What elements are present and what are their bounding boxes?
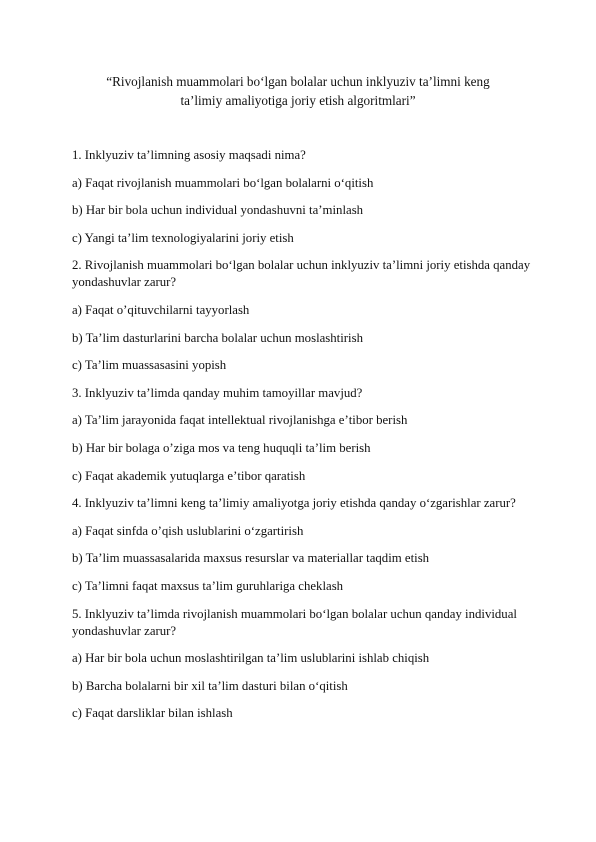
answer-3a: a) Taʼlim jarayonida faqat intellektual rivojlanishga eʼtibor berish [72, 413, 408, 428]
answer-2c: c) Taʼlim muassasasini yopish [72, 358, 227, 373]
answer-4a: a) Faqat sinfda oʼqish uslublarini oʻzgartirish [72, 523, 304, 538]
answer-5a: a) Har bir bola uchun moslashtirilgan taʼlim uslublarini ishlab chiqish [72, 651, 430, 666]
answer-4b: b) Taʼlim muassasalarida maxsus resurslar va materiallar taqdim etish [72, 551, 430, 566]
question-3: 3. Inklyuziv taʼlimda qanday muhim tamoyillar mavjud? [72, 385, 363, 400]
question-2: 2. Rivojlanish muammolari boʻlgan bolalar uchun inklyuziv taʼlimni joriy etishda qanday yondashuvlar zarur? [72, 258, 531, 290]
answer-5b: b) Barcha bolalarni bir xil taʼlim dasturi bilan oʻqitish [72, 678, 348, 693]
title-line-2: taʼlimiy amaliyotiga joriy etish algoritmlari” [180, 93, 416, 108]
answer-3b: b) Har bir bolaga oʼziga mos va teng huquqli taʼlim berish [72, 440, 371, 455]
document-title [70, 72, 526, 110]
question-1: 1. Inklyuziv taʼlimning asosiy maqsadi nima? [72, 148, 306, 162]
answer-1b: b) Har bir bola uchun individual yondashuvni taʼminlash [72, 203, 364, 218]
answer-2b: b) Taʼlim dasturlarini barcha bolalar uchun moslashtirish [72, 330, 363, 345]
answer-1c: c) Yangi taʼlim texnologiyalarini joriy etish [72, 230, 294, 245]
answer-3c: c) Faqat akademik yutuqlarga eʼtibor qaratish [72, 468, 306, 483]
title-line-1: “Rivojlanish muammolari boʻlgan bolalar uchun inklyuziv taʼlimni keng [106, 74, 490, 89]
question-4: 4. Inklyuziv taʼlimni keng taʼlimiy amaliyotga joriy etishda qanday oʻzgarishlar zarur? [72, 496, 516, 511]
answer-2a: a) Faqat oʼqituvchilarni tayyorlash [72, 302, 250, 317]
question-5: 5. Inklyuziv taʼlimda rivojlanish muammolari boʻlgan bolalar uchun qanday individual yondashuvlar zarur? [72, 606, 517, 638]
answer-1a: a) Faqat rivojlanish muammolari boʻlgan bolalarni oʻqitish [72, 175, 374, 190]
answer-4c: c) Taʼlimni faqat maxsus taʼlim guruhlariga cheklash [72, 578, 344, 593]
answer-5c: c) Faqat darsliklar bilan ishlash [72, 706, 233, 721]
question-list [72, 147, 532, 733]
